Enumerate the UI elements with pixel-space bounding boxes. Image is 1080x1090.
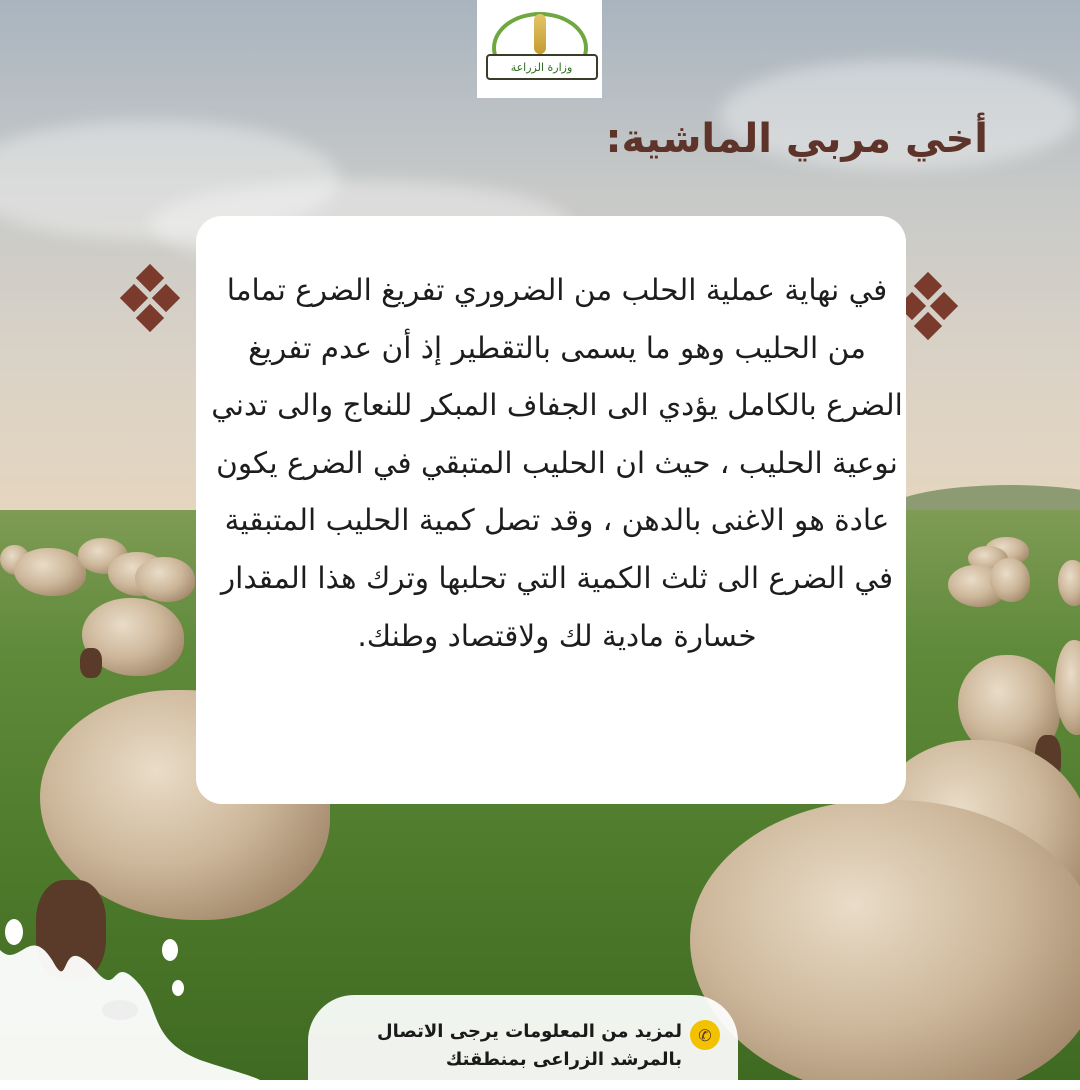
diamond-ornament-icon (124, 268, 176, 328)
sheep (990, 558, 1030, 602)
sheep (135, 557, 195, 602)
diamond-ornament-icon (902, 276, 954, 336)
page-title: أخي مربي الماشية: (605, 116, 988, 162)
contact-text (318, 1018, 682, 1074)
phone-icon: ✆ (690, 1020, 720, 1050)
contact-line-1: لمزيد من المعلومات يرجى الاتصال (377, 1021, 682, 1042)
milk-splash-icon (0, 910, 260, 1080)
contact-line-2: بالمرشد الزراعى بمنطقتك (445, 1049, 682, 1070)
emblem (484, 6, 596, 92)
sheep-head (80, 648, 102, 678)
sheep (14, 548, 86, 596)
emblem-ribbon: وزارة الزراعة (486, 54, 598, 80)
wheat-icon (534, 14, 546, 54)
ministry-logo (477, 0, 602, 98)
sheep (690, 800, 1080, 1080)
message-text: في نهاية عملية الحلب من الضروري تفريغ الضرع تماما من الحليب وهو ما يسمى بالتقطير إذ أن عدم تفريغ الضرع بالكامل يؤدي الى الجفاف المبكر للنعاج والى تدني نوعية الحليب ، حيث ان الحليب المتبقي في الضرع يكون عادة هو الاغنى بالدهن ، وقد تصل كمية الحليب المتبقية في الضرع الى ثلث الكمية التي تحلبها وترك هذا المقدار خسارة مادية لك ولاقتصاد وطنك. (211, 273, 903, 653)
